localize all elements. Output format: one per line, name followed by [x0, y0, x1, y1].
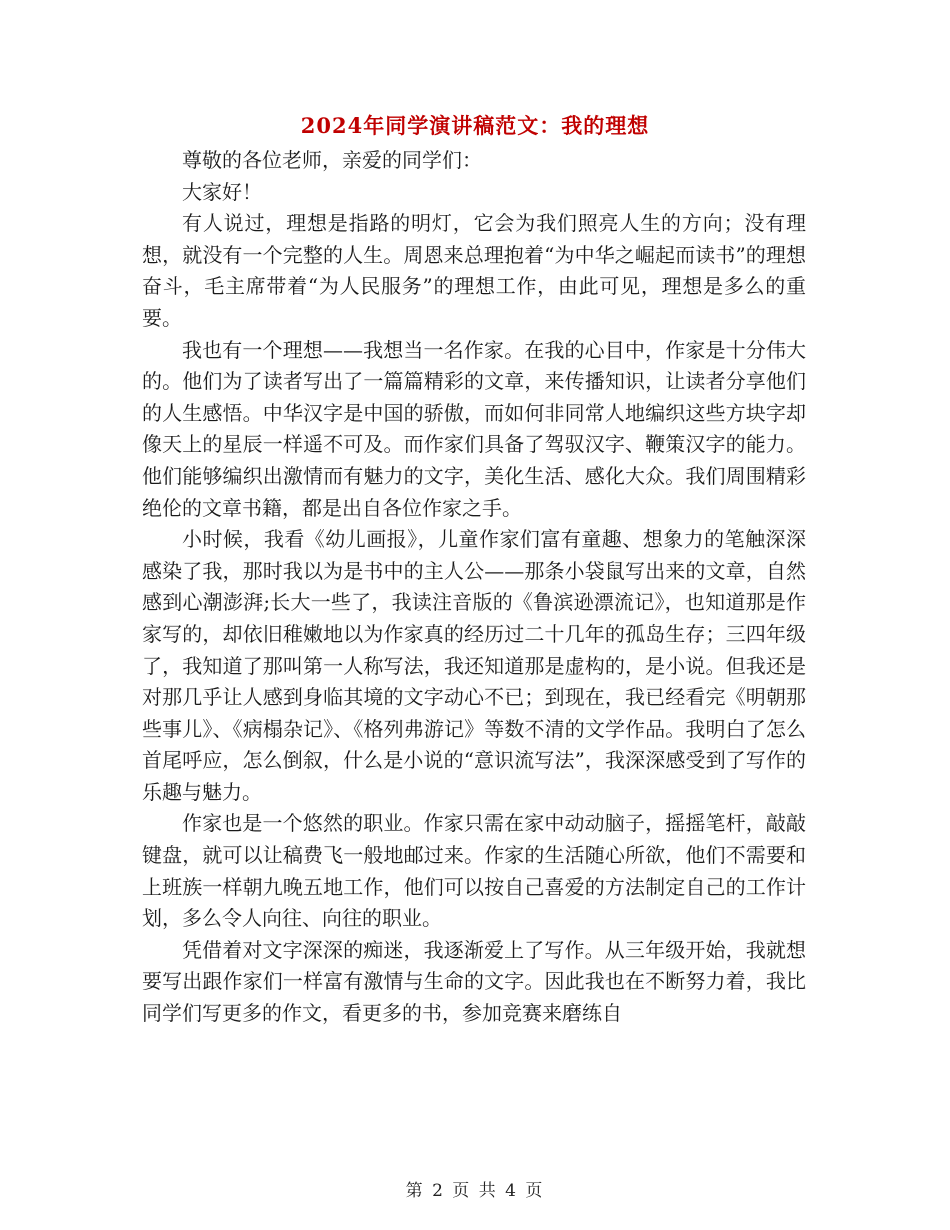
paragraph: 有人说过，理想是指路的明灯，它会为我们照亮人生的方向；没有理想，就没有一个完整的人生。周恩来总理抱着“为中华之崛起而读书”的理想奋斗，毛主席带着“为人民服务”的理想工作，由此可见，理想是多么的重要。: [142, 211, 806, 330]
paragraph-greeting: 大家好！: [182, 179, 262, 204]
paragraph-salutation: 尊敬的各位老师，亲爱的同学们：: [182, 148, 482, 172]
page-number-footer: 第 2 页 共 4 页: [405, 1181, 545, 1201]
document-title: 2024年同学演讲稿范文：我的理想: [300, 113, 650, 138]
paragraph: 凭借着对文字深深的痴迷，我逐渐爱上了写作。从三年级开始，我就想要写出跟作家们一样富有激情与生命的文字。因此我也在不断努力着，我比同学们写更多的作文，看更多的书，参加竞赛来磨练自: [142, 937, 806, 1026]
paragraph: 小时候，我看《幼儿画报》，儿童作家们富有童趣、想象力的笔触深深感染了我，那时我以为是书中的主人公——那条小袋鼠写出来的文章，自然感到心潮澎湃;长大一些了，我读注音版的《鲁滨逊漂流记》，也知道那是作家写的，却依旧稚嫩地以为作家真的经历过二十几年的孤岛生存；三四年级了，我知道了那叫第一人称写法，我还知道那是虚构的，是小说。但我还是对那几乎让人感到身临其境的文字动心不已；到现在，我已经看完《明朝那些事儿》、《病榻杂记》、《格列弗游记》等数不清的文学作品。我明白了怎么首尾呼应，怎么倒叙，什么是小说的“意识流写法”，我深深感受到了写作的乐趣与魅力。: [142, 527, 806, 804]
paragraph: 我也有一个理想——我想当一名作家。在我的心目中，作家是十分伟大的。他们为了读者写出了一篇篇精彩的文章，来传播知识，让读者分享他们的人生感悟。中华汉字是中国的骄傲，而如何非同常人地编织这些方块字却像天上的星辰一样遥不可及。而作家们具备了驾驭汉字、鞭策汉字的能力。他们能够编织出激情而有魅力的文字，美化生活、感化大众。我们周围精彩绝伦的文章书籍，都是出自各位作家之手。: [142, 337, 806, 520]
document-body: [142, 145, 806, 1030]
paragraph: 作家也是一个悠然的职业。作家只需在家中动动脑子，摇摇笔杆，敲敲键盘，就可以让稿费飞一般地邮过来。作家的生活随心所欲，他们不需要和上班族一样朝九晚五地工作，他们可以按自己喜爱的方法制定自己的工作计划，多么令人向往、向往的职业。: [142, 811, 806, 931]
